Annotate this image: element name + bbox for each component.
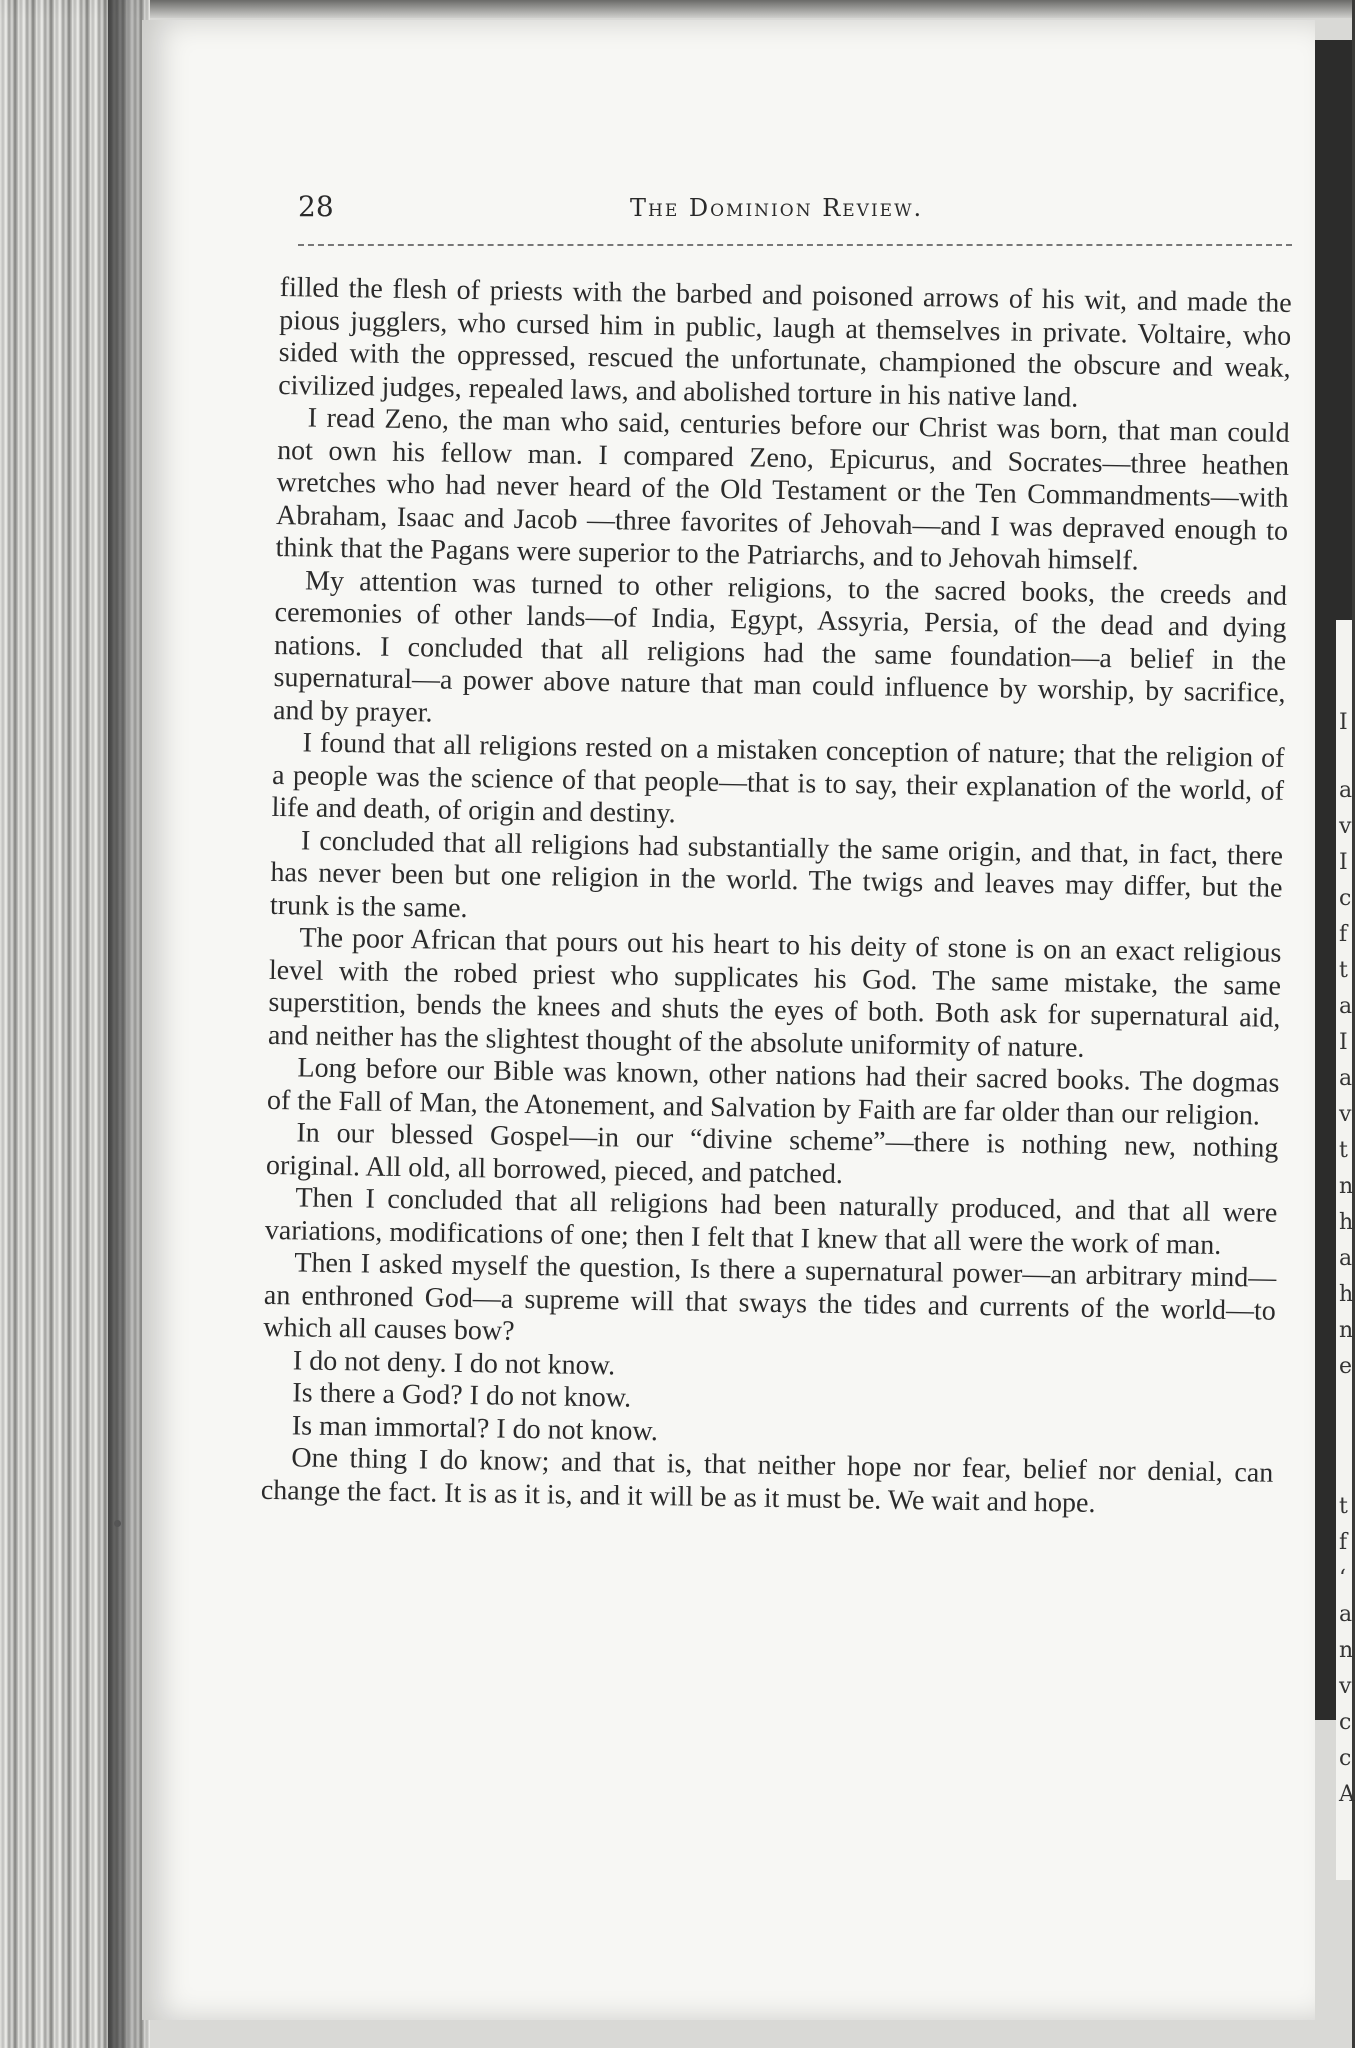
facing-page-letter: e	[1339, 1354, 1353, 1379]
paragraph: Long before our Bible was known, other nations had their sacred books. The dogmas of the Fall of Man, the Atonement, and Salvation by Faith are far older than our religion.	[266, 1052, 1280, 1131]
facing-page-letter: I	[1339, 850, 1348, 875]
facing-page-letter: a	[1339, 1602, 1353, 1627]
facing-page-letter: n	[1339, 1638, 1354, 1663]
facing-page-letter: a	[1339, 778, 1353, 803]
paragraph: Then I asked myself the question, Is there a supernatural power—an arbitrary mind—an enthroned God—a supreme will that sways the tides and currents of the world—to which all causes bow?	[263, 1247, 1277, 1347]
paragraph: One thing I do know; and that is, that neither hope nor fear, belief nor denial, can change the fact. It is as it is, and it will be as it must be. We wait and hope.	[260, 1442, 1274, 1519]
paragraph: Is there a God? I do not know.	[292, 1377, 632, 1414]
facing-page-letter: v	[1339, 1674, 1352, 1699]
facing-page-letter: A	[1339, 1782, 1355, 1807]
facing-page-letter: ‘	[1339, 1566, 1346, 1591]
facing-page-letter: f	[1339, 1530, 1348, 1555]
paragraph: I found that all religions rested on a mistaken conception of nature; that the religion of a people was the science of that people—that is to say, their explanation of the world, of life and death, of origin and destiny.	[271, 727, 1285, 830]
facing-page-letter: t	[1339, 1138, 1348, 1163]
facing-page-letter: v	[1339, 814, 1352, 839]
paragraph: The poor African that pours out his heart to his deity of stone is on an exact religious level with the robed priest who supplicates his God. The same mistake, the same superstition, bends the knees and shuts the eyes of both. Both ask for supernatural aid, and neither has the slightest thought of the absolute uniformity of nature.	[267, 922, 1282, 1064]
paragraph: I read Zeno, the man who said, centuries before our Christ was born, that man could not own his fellow man. I compared Zeno, Epicurus, and Socrates—three heathen wretches who had never heard of the Old Testament or the Ten Commandments—with Abraham, Isaac and Jacob —three favorites of Jehovah—and I was depraved enough to think that the Pagans were superior to the Patriarchs, and to Jehovah himself.	[275, 402, 1290, 577]
body-text	[261, 272, 1292, 1523]
paragraph: My attention was turned to other religions, to the sacred books, the creeds and ceremonies of other lands—of India, Egypt, Assyria, Persia, of the dead and dying nations. I concluded that all religions had the same foundation—a belief in the supernatural—a power above nature that man could influence by worship, by sacrifice, and by prayer.	[272, 564, 1288, 728]
facing-page-letter: I	[1339, 710, 1348, 735]
facing-page-letter: a	[1339, 994, 1353, 1019]
facing-page-letter: v	[1339, 1102, 1352, 1127]
page-number: 28	[298, 190, 334, 223]
paragraph: I concluded that all religions had substantially the same origin, and that, in fact, there has never been but one religion in the world. The twigs and leaves may differ, but the trunk is the same.	[269, 824, 1284, 924]
facing-page-letter: a	[1339, 1246, 1353, 1271]
facing-page-letter: t	[1339, 958, 1348, 983]
facing-page-letter: c	[1339, 886, 1352, 911]
paragraph: Is man immortal? I do not know.	[291, 1409, 659, 1447]
facing-page-letter: c	[1339, 1710, 1352, 1735]
paragraph: I do not deny. I do not know.	[292, 1344, 616, 1381]
facing-page-letter: c	[1339, 1746, 1352, 1771]
facing-page-letter: f	[1339, 922, 1348, 947]
scan-top-shadow	[0, 0, 1352, 18]
facing-page-letter: h	[1339, 1210, 1354, 1235]
facing-page-letter: n	[1339, 1174, 1354, 1199]
facing-page-letter: a	[1339, 1066, 1353, 1091]
paragraph: In our blessed Gospel—in our “divine scheme”—there is nothing new, nothing original. All old, all borrowed, pieced, and patched.	[265, 1117, 1279, 1190]
running-head	[298, 190, 1292, 238]
facing-page-letter: h	[1339, 1282, 1354, 1307]
paragraph: Then I concluded that all religions had been naturally produced, and that all were variations, modifications of one; then I felt that I knew that all were the work of man.	[264, 1182, 1278, 1261]
facing-page-letter: t	[1339, 1494, 1348, 1519]
facing-page-letter: I	[1339, 1030, 1348, 1055]
paragraph: filled the flesh of priests with the barbed and poisoned arrows of his wit, and made the pious jugglers, who cursed him in public, laugh at themselves in private. Voltaire, who sided with the oppressed, rescued the unfortunate, championed the obscure and weak, civilized judges, repealed laws, and abolished torture in his native land.	[277, 272, 1292, 414]
journal-title: The Dominion Review.	[630, 194, 924, 222]
ink-speck	[114, 1520, 121, 1527]
header-rule	[298, 244, 1292, 246]
facing-page-letter: n	[1339, 1318, 1354, 1343]
